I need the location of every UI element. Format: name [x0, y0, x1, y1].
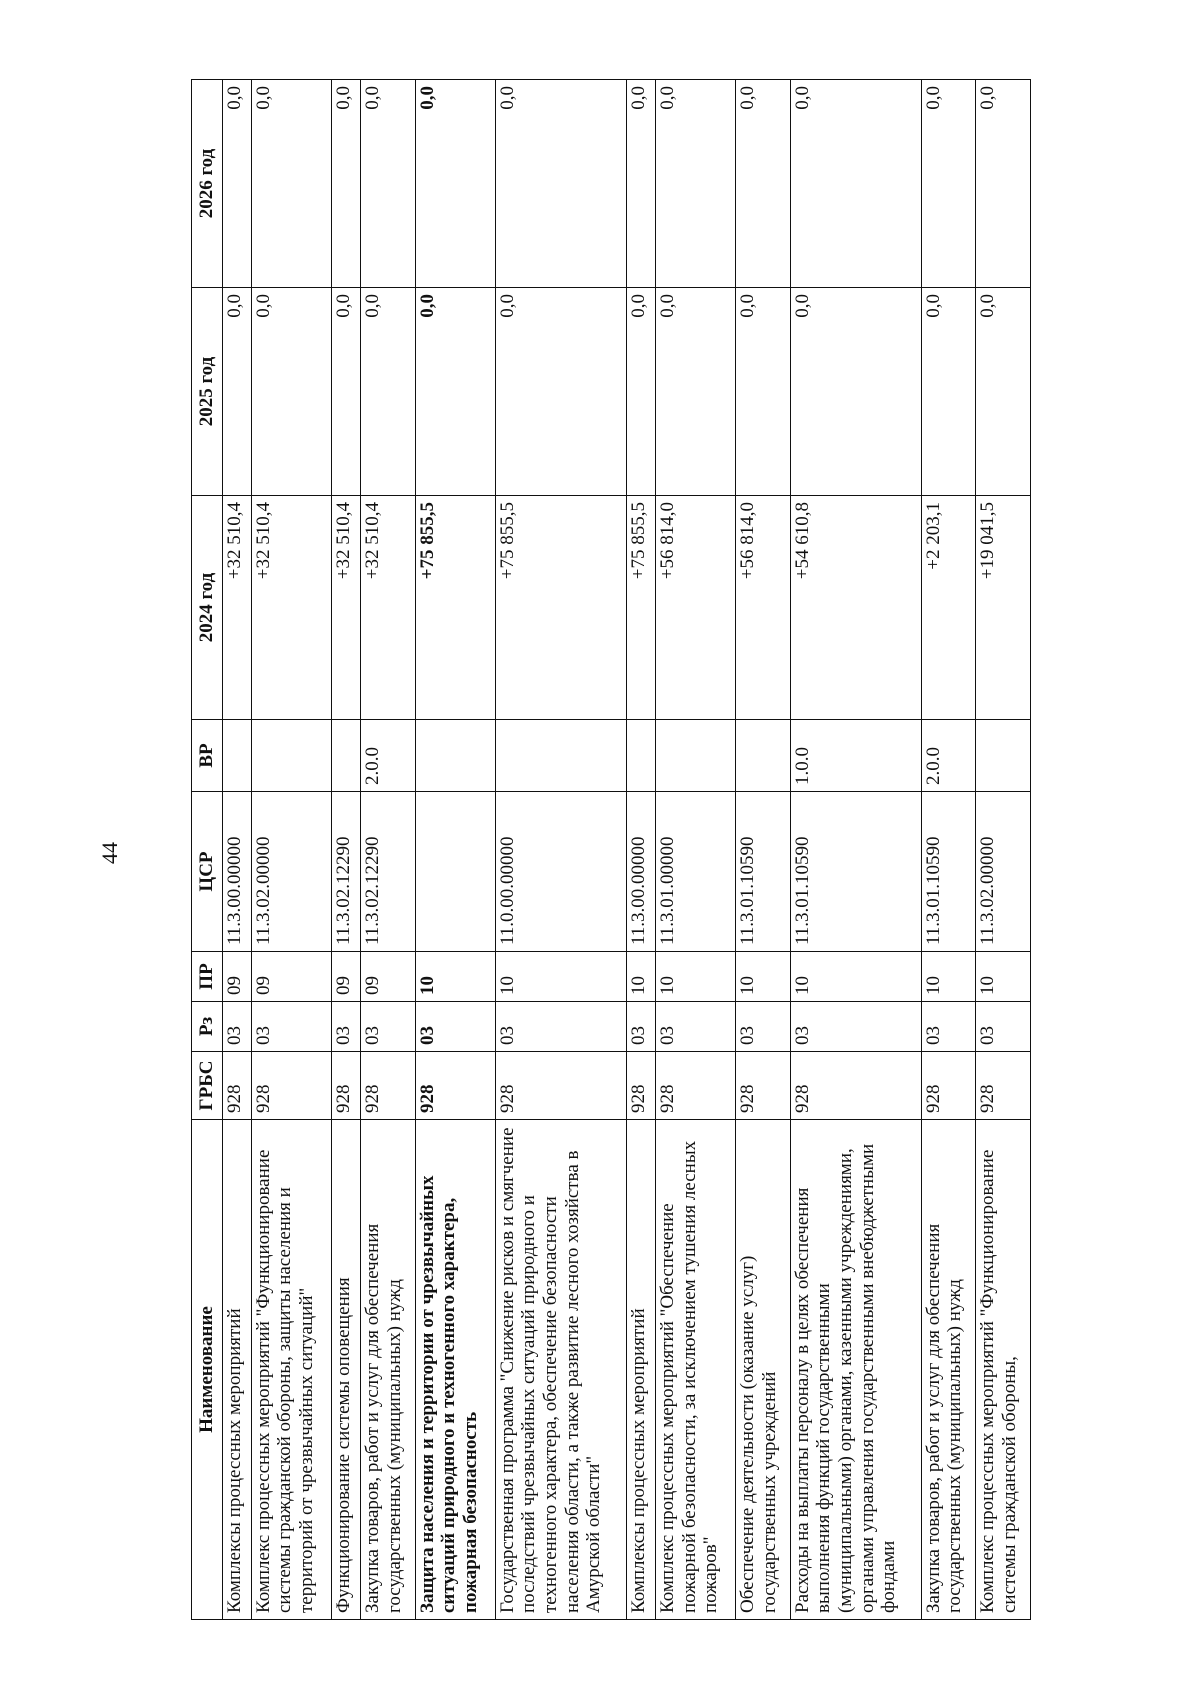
cell-name: Расходы на выплаты персоналу в целях обеспечения выполнения функций государственными (муниципальными) органами, казенными учреждениями, органами управления государственными внебюджетными фондами	[790, 1120, 921, 1620]
cell-2025: 0,0	[415, 288, 495, 496]
cell-csr: 11.3.02.00000	[251, 792, 331, 952]
cell-rz: 03	[655, 1002, 735, 1052]
cell-vr	[251, 720, 331, 792]
cell-2024: +75 855,5	[626, 496, 655, 720]
table-header-row	[192, 80, 223, 1620]
cell-2024: +56 814,0	[735, 496, 790, 720]
cell-grbs: 928	[790, 1052, 921, 1120]
header-rz: Рз	[192, 1002, 223, 1052]
cell-rz: 03	[735, 1002, 790, 1052]
cell-2024: +2 203,1	[921, 496, 976, 720]
table-row	[655, 80, 735, 1620]
cell-csr: 11.3.00.00000	[222, 792, 251, 952]
cell-pr: 10	[735, 952, 790, 1002]
cell-2026: 0,0	[331, 80, 360, 288]
cell-vr: 2.0.0	[921, 720, 976, 792]
header-grbs: ГРБС	[192, 1052, 223, 1120]
cell-rz: 03	[331, 1002, 360, 1052]
header-pr: ПР	[192, 952, 223, 1002]
cell-pr: 10	[976, 952, 1031, 1002]
cell-2025: 0,0	[495, 288, 626, 496]
cell-vr	[735, 720, 790, 792]
cell-csr: 11.3.02.00000	[976, 792, 1031, 952]
cell-name: Функционирование системы оповещения	[331, 1120, 360, 1620]
cell-2026: 0,0	[921, 80, 976, 288]
table-row	[790, 80, 921, 1620]
cell-2024: +32 510,4	[251, 496, 331, 720]
cell-2024: +75 855,5	[495, 496, 626, 720]
cell-grbs: 928	[921, 1052, 976, 1120]
table-row	[251, 80, 331, 1620]
cell-2026: 0,0	[360, 80, 415, 288]
header-2025: 2025 год	[192, 288, 223, 496]
cell-2026: 0,0	[626, 80, 655, 288]
cell-2026: 0,0	[735, 80, 790, 288]
cell-vr: 1.0.0	[790, 720, 921, 792]
budget-table	[191, 79, 1031, 1620]
table-row	[495, 80, 626, 1620]
cell-pr: 10	[495, 952, 626, 1002]
cell-2026: 0,0	[415, 80, 495, 288]
table-row	[735, 80, 790, 1620]
cell-2026: 0,0	[495, 80, 626, 288]
cell-2024: +54 610,8	[790, 496, 921, 720]
cell-grbs: 928	[360, 1052, 415, 1120]
cell-2026: 0,0	[976, 80, 1031, 288]
cell-pr: 09	[331, 952, 360, 1002]
cell-2025: 0,0	[222, 288, 251, 496]
cell-name: Комплексы процессных мероприятий	[626, 1120, 655, 1620]
cell-rz: 03	[360, 1002, 415, 1052]
cell-name: Закупка товаров, работ и услуг для обеспечения государственных (муниципальных) нужд	[921, 1120, 976, 1620]
cell-rz: 03	[415, 1002, 495, 1052]
cell-name: Закупка товаров, работ и услуг для обеспечения государственных (муниципальных) нужд	[360, 1120, 415, 1620]
cell-pr: 09	[360, 952, 415, 1002]
page-number: 44	[97, 842, 122, 864]
cell-rz: 03	[790, 1002, 921, 1052]
cell-name: Комплекс процессных мероприятий "Обеспечение пожарной безопасности, за исключением тушения лесных пожаров"	[655, 1120, 735, 1620]
cell-vr	[415, 720, 495, 792]
cell-csr: 11.3.01.10590	[790, 792, 921, 952]
cell-pr: 10	[921, 952, 976, 1002]
cell-name: Обеспечение деятельности (оказание услуг) государственных учреждений	[735, 1120, 790, 1620]
table-body	[222, 80, 1030, 1620]
cell-grbs: 928	[251, 1052, 331, 1120]
cell-pr: 09	[251, 952, 331, 1002]
cell-pr: 10	[790, 952, 921, 1002]
cell-name: Комплекс процессных мероприятий "Функционирование системы гражданской обороны, защиты населения и территорий от чрезвычайных ситуаций"	[251, 1120, 331, 1620]
table-row	[976, 80, 1031, 1620]
cell-name: Защита населения и территории от чрезвычайных ситуаций природного и техногенного характера, пожарная безопасность	[415, 1120, 495, 1620]
cell-2026: 0,0	[655, 80, 735, 288]
cell-2025: 0,0	[331, 288, 360, 496]
cell-rz: 03	[495, 1002, 626, 1052]
cell-vr: 2.0.0	[360, 720, 415, 792]
cell-vr	[331, 720, 360, 792]
table-row	[626, 80, 655, 1620]
cell-2024: +75 855,5	[415, 496, 495, 720]
cell-csr: 11.3.02.12290	[331, 792, 360, 952]
cell-csr: 11.0.00.00000	[495, 792, 626, 952]
cell-pr: 10	[415, 952, 495, 1002]
cell-name: Комплексы процессных мероприятий	[222, 1120, 251, 1620]
cell-grbs: 928	[331, 1052, 360, 1120]
cell-2024: +32 510,4	[360, 496, 415, 720]
cell-2024: +19 041,5	[976, 496, 1031, 720]
header-csr: ЦСР	[192, 792, 223, 952]
cell-2025: 0,0	[735, 288, 790, 496]
cell-grbs: 928	[222, 1052, 251, 1120]
cell-vr	[626, 720, 655, 792]
cell-grbs: 928	[495, 1052, 626, 1120]
cell-rz: 03	[976, 1002, 1031, 1052]
cell-vr	[495, 720, 626, 792]
table-row	[360, 80, 415, 1620]
table-row	[331, 80, 360, 1620]
table-row	[415, 80, 495, 1620]
cell-grbs: 928	[976, 1052, 1031, 1120]
table-row	[921, 80, 976, 1620]
cell-2025: 0,0	[655, 288, 735, 496]
cell-2025: 0,0	[251, 288, 331, 496]
cell-grbs: 928	[735, 1052, 790, 1120]
cell-grbs: 928	[655, 1052, 735, 1120]
cell-pr: 10	[655, 952, 735, 1002]
cell-rz: 03	[921, 1002, 976, 1052]
cell-2024: +56 814,0	[655, 496, 735, 720]
cell-grbs: 928	[626, 1052, 655, 1120]
cell-pr: 10	[626, 952, 655, 1002]
cell-name: Комплекс процессных мероприятий "Функционирование системы гражданской обороны,	[976, 1120, 1031, 1620]
cell-grbs: 928	[415, 1052, 495, 1120]
table-row	[222, 80, 251, 1620]
budget-table-container	[191, 80, 1031, 1620]
cell-2025: 0,0	[921, 288, 976, 496]
cell-csr: 11.3.01.00000	[655, 792, 735, 952]
cell-csr	[415, 792, 495, 952]
cell-vr	[222, 720, 251, 792]
cell-rz: 03	[251, 1002, 331, 1052]
header-2024: 2024 год	[192, 496, 223, 720]
cell-pr: 09	[222, 952, 251, 1002]
header-vr: ВР	[192, 720, 223, 792]
header-2026: 2026 год	[192, 80, 223, 288]
cell-name: Государственная программа "Снижение рисков и смягчение последствий чрезвычайных ситуаций природного и техногенного характера, обеспечение безопасности населения области, а также развитие лесного хозяйства в Амурской области"	[495, 1120, 626, 1620]
header-name: Наименование	[192, 1120, 223, 1620]
cell-2026: 0,0	[790, 80, 921, 288]
cell-2024: +32 510,4	[222, 496, 251, 720]
cell-csr: 11.3.00.00000	[626, 792, 655, 952]
cell-rz: 03	[626, 1002, 655, 1052]
cell-vr	[976, 720, 1031, 792]
cell-2026: 0,0	[222, 80, 251, 288]
cell-csr: 11.3.02.12290	[360, 792, 415, 952]
cell-2025: 0,0	[626, 288, 655, 496]
cell-2025: 0,0	[790, 288, 921, 496]
cell-vr	[655, 720, 735, 792]
cell-csr: 11.3.01.10590	[735, 792, 790, 952]
cell-2024: +32 510,4	[331, 496, 360, 720]
cell-2026: 0,0	[251, 80, 331, 288]
cell-csr: 11.3.01.10590	[921, 792, 976, 952]
cell-2025: 0,0	[360, 288, 415, 496]
cell-2025: 0,0	[976, 288, 1031, 496]
cell-rz: 03	[222, 1002, 251, 1052]
